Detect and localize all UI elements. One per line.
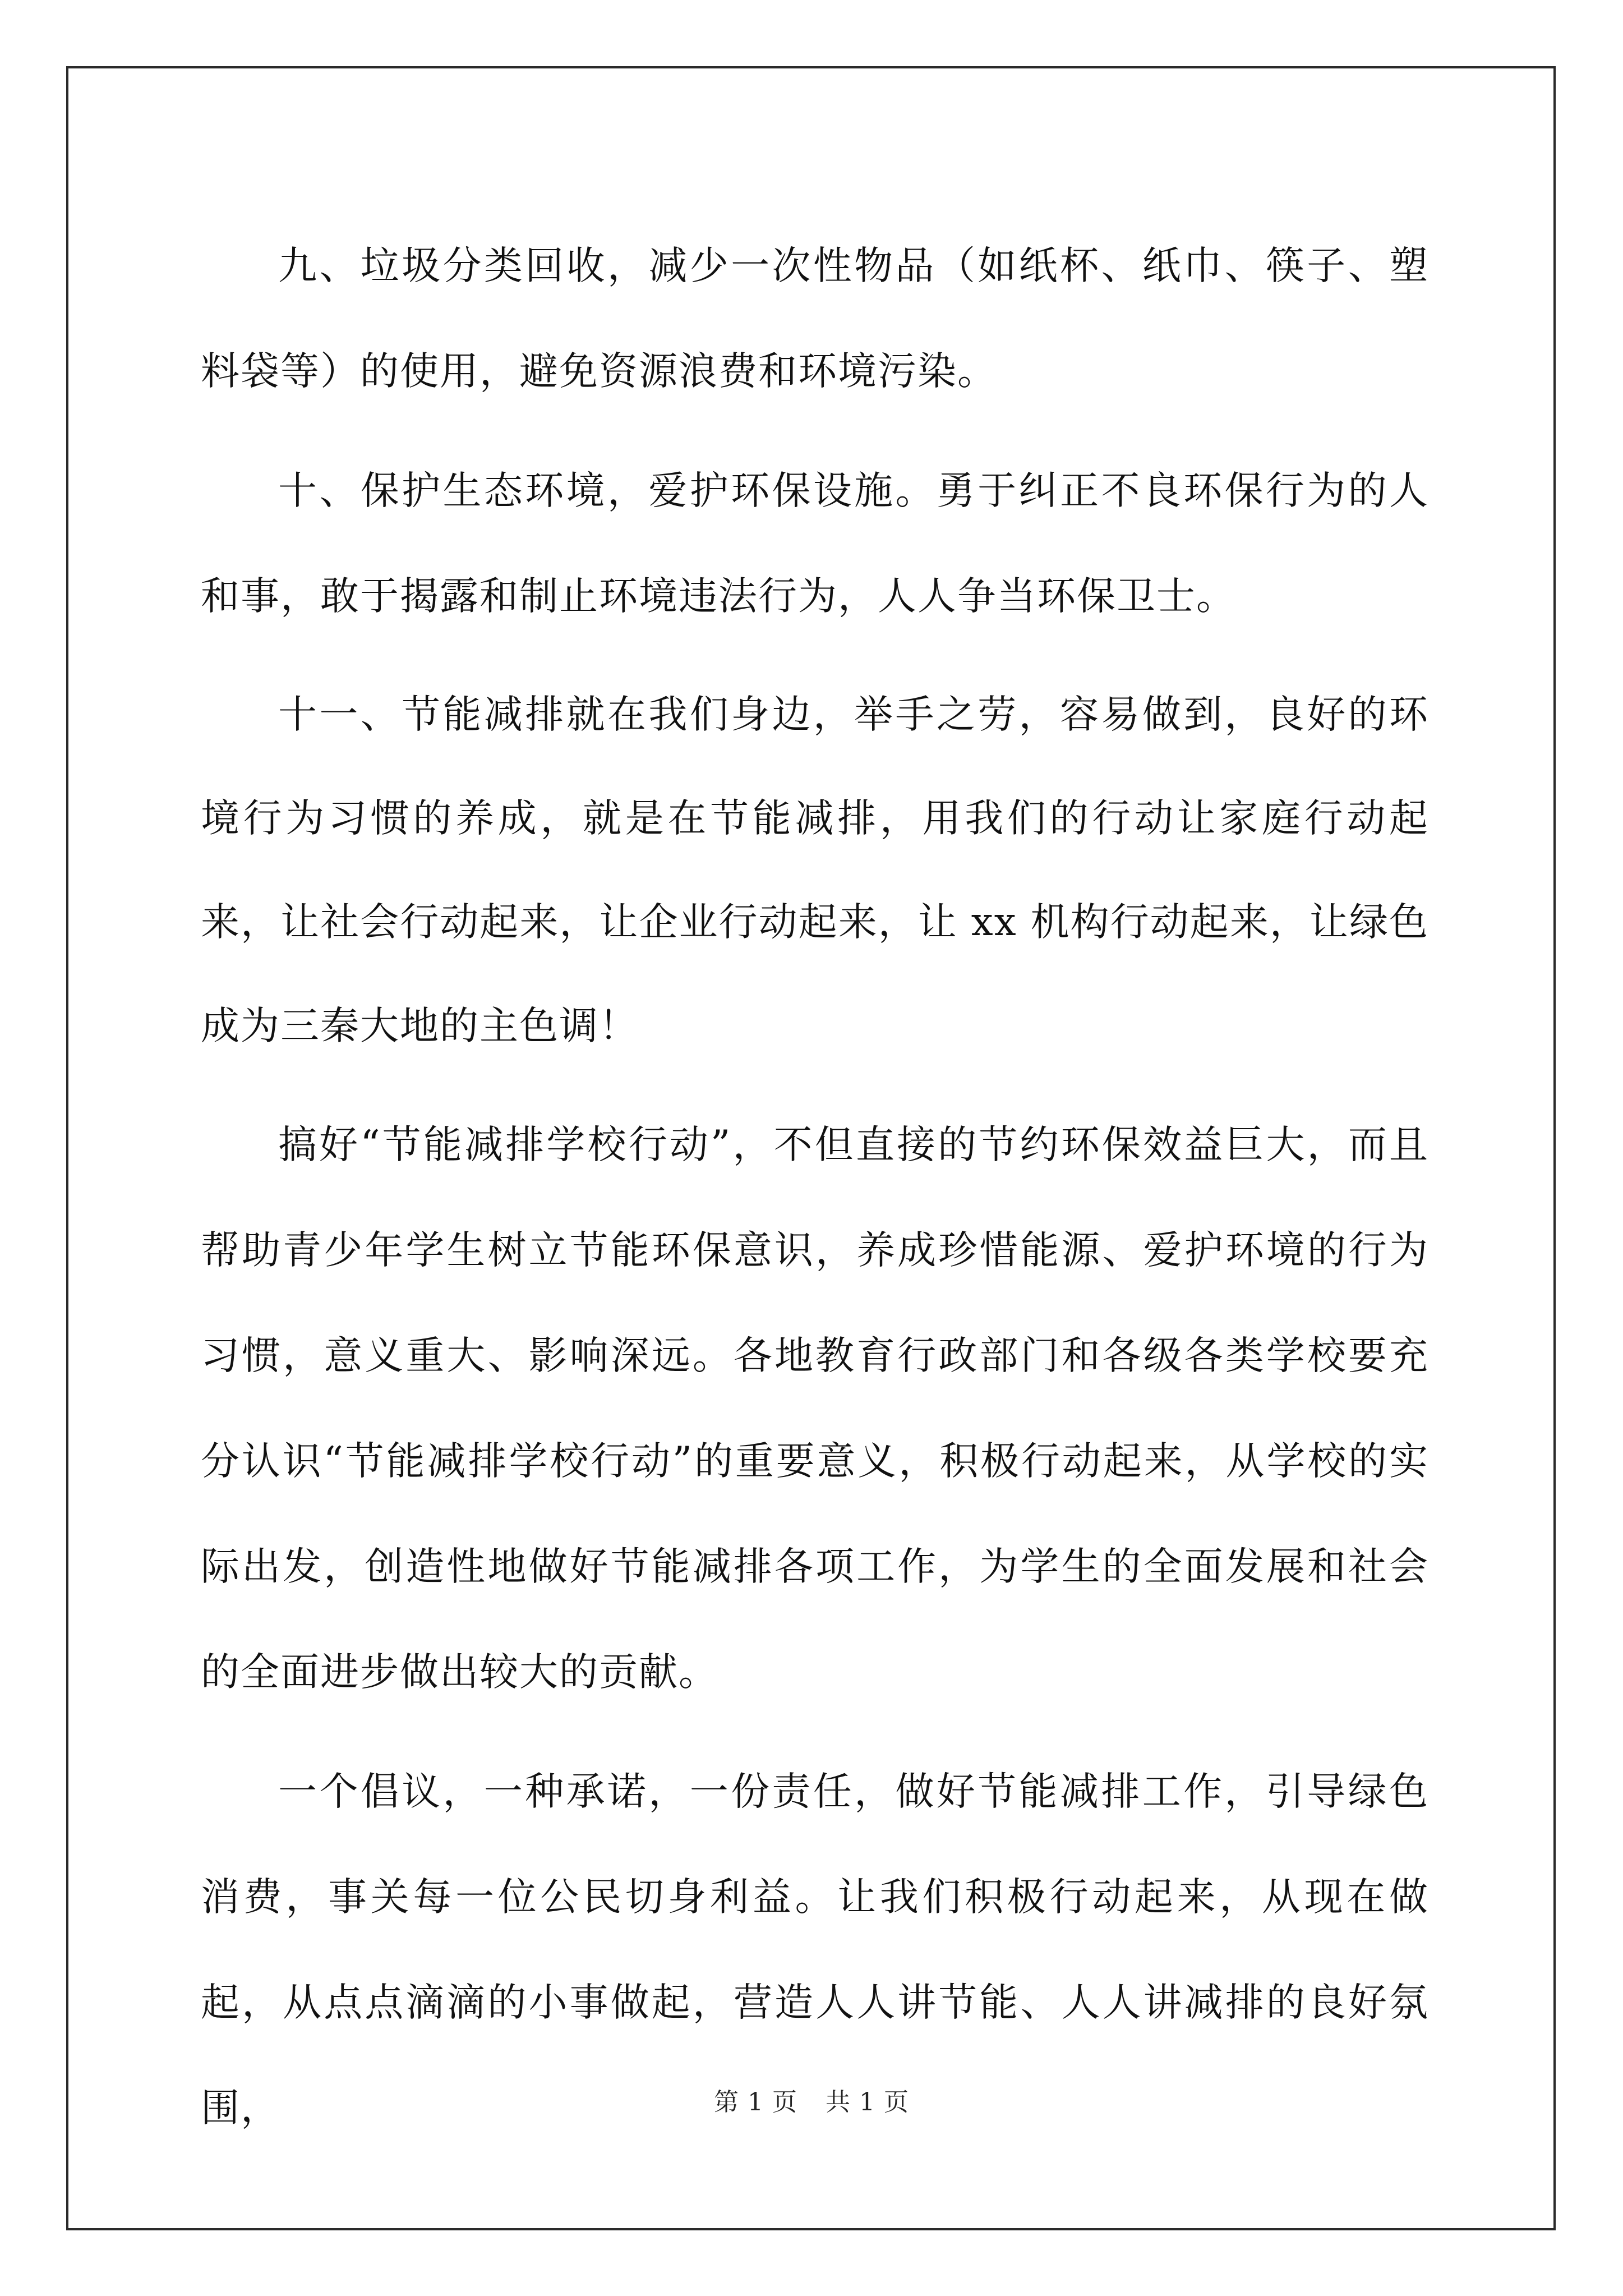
page-number: 第 1 页 [714, 2088, 797, 2116]
paragraph-school-action: 搞好“节能减排学校行动”，不但直接的节约环保效益巨大，而且帮助青少年学生树立节能环保意识，养成珍惜能源、爱护环境的行为习惯，意义重大、影响深远。各地教育行政部门和各级各类学校要充分认识“节能减排学校行动”的重要意义，积极行动起来，从学校的实际出发，创造性地做好节能减排各项工作，为学生的全面发展和社会的全面进步做出较大的贡献。 [201, 1122, 1429, 1695]
document-body [201, 213, 1429, 2175]
paragraph-11: 十一、节能减排就在我们身边，举手之劳，容易做到，良好的环境行为习惯的养成，就是在节能减排，用我们的行动让家庭行动起来，让社会行动起来，让企业行动起来，让 xx 机构行动起来，让绿色成为三秦大地的主色调！ [201, 692, 1429, 1048]
paragraph-9: 九、垃圾分类回收，减少一次性物品（如纸杯、纸巾、筷子、塑料袋等）的使用，避免资源浪费和环境污染。 [201, 243, 1429, 394]
page-total: 共 1 页 [826, 2088, 909, 2116]
paragraph-10: 十、保护生态环境，爱护环保设施。勇于纠正不良环保行为的人和事，敢于揭露和制止环境违法行为，人人争当环保卫士。 [201, 468, 1429, 619]
paragraph-initiative: 一个倡议，一种承诺，一份责任，做好节能减排工作，引导绿色消费，事关每一位公民切身利益。让我们积极行动起来，从现在做起，从点点滴滴的小事做起，营造人人讲节能、人人讲减排的良好氛围， [201, 1769, 1429, 2131]
page-footer [0, 2086, 1623, 2119]
